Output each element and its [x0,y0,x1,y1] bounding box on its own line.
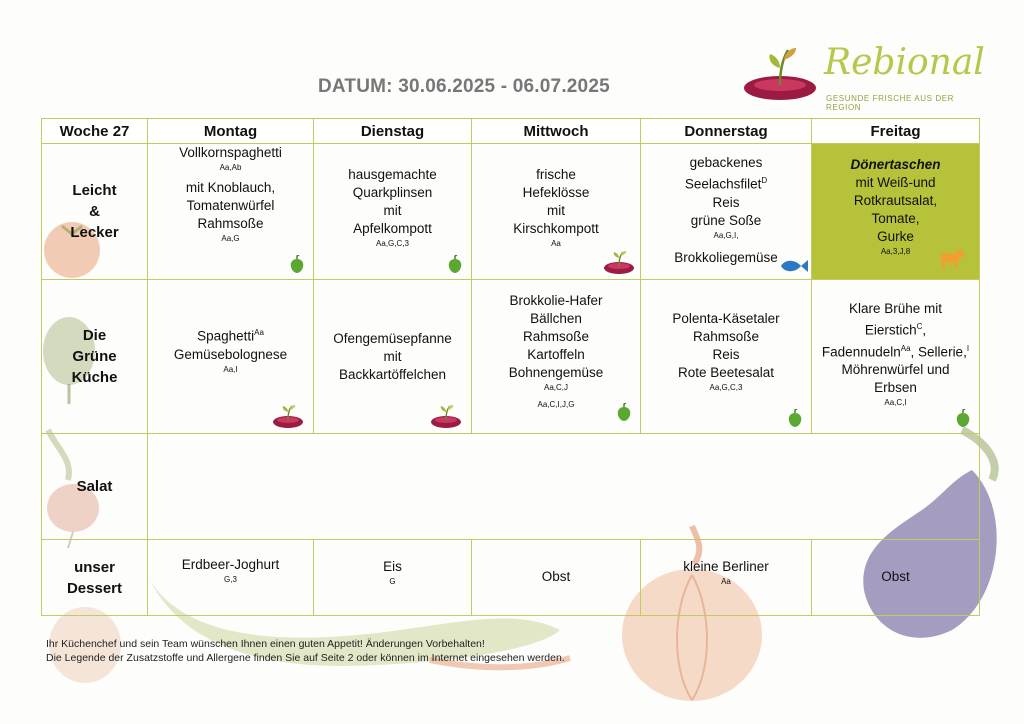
rebional-logo [742,42,985,112]
meal-gruen-dienstag [314,280,472,434]
dish-line: Rote Beetesalat [677,365,775,380]
dish-line: Dönertaschen [850,157,941,172]
dish-line: Obst [881,569,910,584]
pepper-icon [616,403,632,421]
allergen-sup: Aa [900,343,911,353]
dish-line: mit Weiß-und [855,175,936,190]
allergen-code: G [389,577,396,586]
allergen-code: Aa,Ab [219,163,242,172]
row-label-leicht-lecker [42,144,148,280]
dish-line: Klare Brühe mit [848,301,943,316]
row-label-gruene-kueche [42,280,148,434]
row-label-salat [42,434,148,540]
row-gruene-kueche [42,280,980,434]
dessert-donnerstag [641,540,812,616]
logo-wordmark: Rebional [824,42,985,83]
dish-text: Fadennudeln [821,344,901,359]
dish-line: hausgemachte [348,167,437,182]
week-label: Woche 27 [42,119,148,144]
rebional-bowl-icon [602,249,636,275]
day-donnerstag: Donnerstag [641,119,812,144]
row-label-line: Leicht [72,182,117,199]
dish-line: Gemüsebolognese [173,346,288,362]
dish-line: Tomatenwürfel [186,198,275,213]
row-leicht-lecker [42,144,980,280]
row-label-line: & [89,203,100,220]
footer-note [46,637,565,665]
dish-line [812,340,979,362]
footer-line-2: Die Legende der Zusatzstoffe und Allergene finden Sie auf Seite 2 oder können im Internet eingesehen werden. [46,652,565,664]
logo-tagline: GESUNDE FRISCHE AUS DER REGION [826,94,955,112]
dish-line: Quarkplinsen [352,185,433,200]
dish-line: Bällchen [530,311,582,326]
rebional-bowl-icon [429,403,463,429]
pepper-icon [289,255,305,273]
dish-line: Backkartöffelchen [338,367,447,382]
row-label-dessert [42,540,148,616]
dish-line: Rahmsoße [197,216,264,231]
dish-line [812,318,979,340]
dish-line: Kirschkompott [513,221,599,236]
allergen-code: Aa,G,I, [713,230,739,240]
day-freitag: Freitag [812,119,980,144]
row-dessert [42,540,980,616]
rebional-bowl-icon [271,403,305,429]
dessert-dienstag [314,540,472,616]
allergen-code: Aa,G,C,3 [376,239,409,248]
bowl-sprout-logo-icon [742,44,822,104]
meal-leicht-mittwoch [472,144,641,280]
dish-line: Vollkornspaghetti [179,145,282,160]
dish-line: Erbsen [874,380,917,395]
dish-line: Bohnengemüse [508,365,604,380]
dish-line [148,324,313,346]
dish-line [641,172,811,194]
dish-line: Reis [712,194,740,210]
meal-gruen-mittwoch [472,280,641,434]
dish-line: frische [536,167,576,182]
dish-line: Rahmsoße [692,329,760,344]
day-mittwoch: Mittwoch [472,119,641,144]
day-montag: Montag [148,119,314,144]
allergen-code: Aa,C,I,J,G [537,400,575,409]
fish-icon [777,257,809,275]
dish-line: grüne Soße [690,212,762,228]
allergen-code: Aa,G,C,3 [709,383,743,392]
meal-gruen-freitag [812,280,980,434]
dish-line: Obst [541,569,571,584]
dish-line: Apfelkompott [353,221,432,236]
dish-line: Polenta-Käsetaler [672,311,780,326]
dish-text: , Sellerie, [910,344,967,359]
allergen-sup: Aa [254,328,264,337]
row-label-line: unser [74,558,115,576]
dish-text: Eierstich [864,322,917,338]
page-title: DATUM: 30.06.2025 - 06.07.2025 [318,76,610,97]
row-label-line: Salat [76,478,113,495]
cow-icon [935,247,965,269]
meal-leicht-montag [148,144,314,280]
allergen-code: Aa,I [223,364,238,374]
dish-line: mit [547,203,565,218]
dish-text: , [922,322,927,338]
allergen-code: Aa [721,577,731,586]
dish-line: Kartoffeln [527,347,585,362]
dish-text: Spaghetti [197,328,255,344]
dish-line: Rotkrautsalat, [853,193,938,208]
dish-line: Erdbeer-Joghurt [181,557,280,572]
pepper-icon [787,409,803,427]
dish-line: Brokkolie-Hafer [509,293,603,308]
dessert-montag [148,540,314,616]
meal-plan-table [41,118,980,616]
row-label-line: Lecker [70,224,119,241]
meal-gruen-donnerstag [641,280,812,434]
pepper-icon [447,255,463,273]
allergen-code: Aa,3,J,8 [880,247,911,256]
allergen-code: Aa,G [221,234,240,243]
meal-leicht-donnerstag [641,144,812,280]
dish-line: Tomate, [871,211,920,226]
dish-line: kleine Berliner [683,559,769,574]
day-dienstag: Dienstag [314,119,472,144]
dish-line: mit Knoblauch, [185,180,276,195]
dish-text: Seelachsfilet [684,176,762,192]
dish-line: Hefeklösse [522,185,590,200]
dish-line: Eis [383,559,402,574]
row-salat [42,434,980,540]
pepper-icon [955,409,971,427]
allergen-code: Aa,C,I [884,398,907,407]
dish-line: gebackenes [689,155,763,170]
allergen-code: Aa [551,239,561,248]
allergen-code: Aa,C,J [543,383,568,392]
salat-cell [148,434,980,540]
dish-line: mit [383,203,402,218]
allergen-code: G,3 [224,575,237,584]
meal-leicht-freitag [812,144,980,280]
row-label-line: Küche [71,369,118,386]
header-row [42,119,980,144]
dessert-freitag [812,540,980,616]
dish-line: Möhrenwürfel und [841,362,950,377]
dish-line: Brokkoliegemüse [674,249,778,265]
allergen-sup: C [916,322,923,331]
row-label-line: Grüne [72,348,117,365]
row-label-line: Dessert [66,579,123,597]
dish-line: Gurke [877,229,914,244]
meal-leicht-dienstag [314,144,472,280]
footer-line-1: Ihr Küchenchef und sein Team wünschen Ihnen einen guten Appetit! Änderungen Vorbehalten! [46,638,485,650]
dish-line: Reis [712,347,740,362]
allergen-sup: D [761,176,768,185]
dish-line: Rahmsoße [522,329,590,344]
dessert-mittwoch [472,540,641,616]
allergen-sup: I [966,343,970,353]
meal-gruen-montag [148,280,314,434]
row-label-line: Die [82,327,107,344]
dish-line: mit [383,349,402,364]
dish-line: Ofengemüsepfanne [333,331,452,346]
